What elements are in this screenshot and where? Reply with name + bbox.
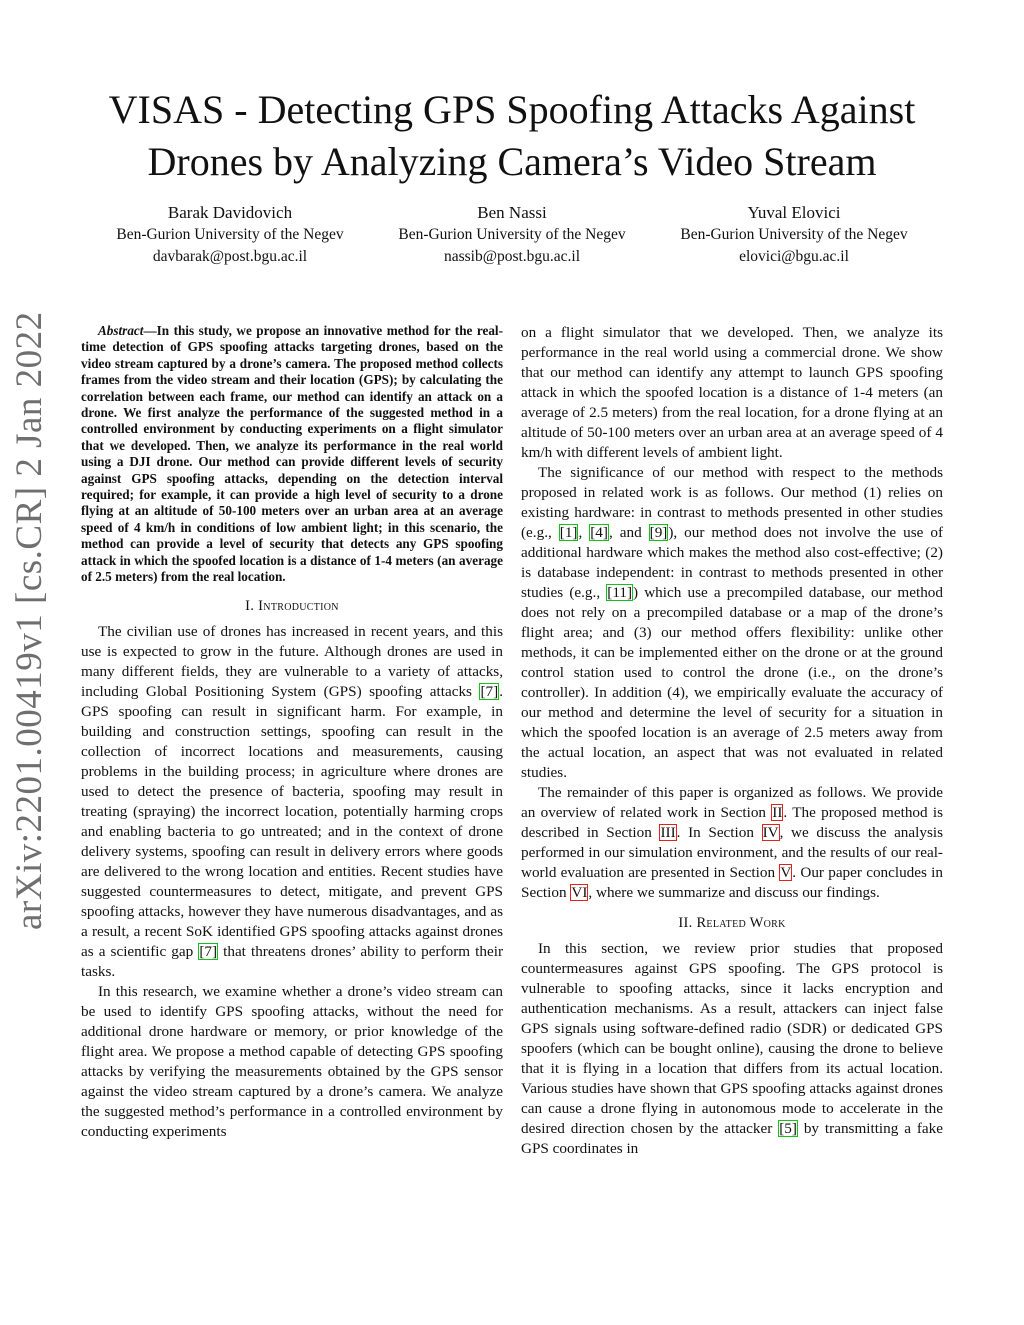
title-line-2: Drones by Analyzing Camera’s Video Stream [147,139,877,184]
citation-link[interactable]: [11] [607,584,633,601]
text-run: In this section, we review prior studies that proposed countermeasures against GPS spoofing. The GPS protocol is vulnerable to spoofing attacks, since it lacks encryption and authentication mechanisms. As a result, attackers can inject false GPS signals using software-defined radio (SDR) or dedicated GPS spoofers (which can be bought online), causing the drone to believe that it is flying in a location that differs from its actual location. Various studies have shown that GPS spoofing attacks against drones can cause a drone flying in autonomous mode to accelerate in the desired direction chosen by the attacker [521,940,943,1137]
intro-paragraph-2-continued: on a flight simulator that we developed. Then, we analyze its performance in the real world using a commercial drone. We show that our method can identify any attempt to launch GPS spoofing attack in which the spoofed location is a distance of 1-4 meters (an average of 2.5 meters) from the real location, for a drone flying at an altitude of 50-100 meters over an urban area at an average speed of 4 km/h with different levels of ambient light. [521,324,943,461]
text-run: . Our paper concludes in Section [521,864,943,901]
section-number: II. [678,915,693,931]
section-number: I. [245,597,255,614]
section-link[interactable]: V [780,864,792,881]
text-run: . The proposed method is described in Section [521,804,944,841]
intro-paragraph-3 [521,463,943,783]
author-email: davbarak@post.bgu.ac.il [152,248,308,265]
author-2 [377,202,647,268]
text-run: , [578,524,590,541]
citation-link[interactable]: [5] [779,1120,797,1137]
citation-link[interactable]: [1] [559,524,578,541]
author-name: Yuval Elovici [747,203,841,222]
author-name: Ben Nassi [477,203,547,222]
abstract-label: Abstract [98,323,144,338]
abstract [81,323,503,586]
section-link[interactable]: II [772,804,783,821]
section-link[interactable]: III [660,824,676,841]
section-heading-related-work [521,913,943,933]
text-run: The remainder of this paper is organized as follows. We provide an overview of related work in Section [521,784,943,821]
citation-link[interactable]: [9] [649,524,668,541]
section-link[interactable]: VI [571,884,588,901]
text-run: The civilian use of drones has increased in recent years, and this use is expected to grow in the future. Although drones are used in many different fields, they are vulnerable to a variety of attacks, including Global Positioning System (GPS) spoofing attacks [81,622,503,700]
citation-link[interactable]: [7] [480,682,499,700]
text-run: that threatens drones’ ability to perform their tasks. [81,942,504,980]
section-title: Related Work [696,915,786,931]
section-title: Introduction [258,597,339,614]
text-run: , we discuss the analysis performed in our simulation environment, and the results of our real-world evaluation are presented in Section [521,824,943,881]
citation-link[interactable]: [7] [199,942,218,960]
text-run: . In Section [676,824,762,841]
author-1 [95,202,365,268]
author-block [95,202,929,268]
author-3 [659,202,929,268]
author-email: elovici@bgu.ac.il [739,248,849,265]
related-paragraph-1 [521,939,943,1159]
author-email: nassib@post.bgu.ac.il [443,248,581,265]
intro-paragraph-4 [521,783,943,903]
intro-paragraph-2: In this research, we examine whether a drone’s video stream can be used to identify GPS spoofing attacks, without the need for additional drone hardware or memory, or prior knowledge of the flight area. We propose a method capable of detecting GPS spoofing attacks by verifying the measurements obtained by the GPS sensor against the video stream captured by a drone’s camera. We analyze the suggested method’s performance in a controlled environment by conducting experiments [81,982,503,1140]
author-affiliation: Ben-Gurion University of the Negev [398,226,626,243]
author-affiliation: Ben-Gurion University of the Negev [680,226,908,243]
arxiv-identifier[interactable]: arXiv:2201.00419v1 [cs.CR] 2 Jan 2022 [9,311,50,930]
text-run: by transmitting a fake GPS coordinates in [521,1120,944,1157]
section-link[interactable]: IV [762,824,779,841]
text-run: ), our method does not involve the use of additional hardware which makes the method also cost-effective; (2) is database independent: in contrast to methods presented in other studies (e.g., [521,524,944,601]
text-run: The significance of our method with respect to the methods proposed in related work is as follows. Our method (1) relies on existing hardware: in contrast to methods presented in other studies (e.g., [521,464,943,541]
text-run: , and [608,524,649,541]
text-run: ) which use a precompiled database, our method does not rely on a precompiled database or a map of the drone’s flight area; and (3) our method offers flexibility: unlike other methods, it can be implemented either on the drone or at the ground control station used to control the drone (i.e., on the drone’s controller). In addition (4), we empirically evaluate the accuracy of our method and determine the level of security for a situation in which the spoofed location is an average of 2.5 meters away from the actual location, an aspect that was not evaluated in related studies. [521,584,943,781]
right-column [521,323,943,1159]
section-heading-introduction [81,596,503,616]
abstract-text: —In this study, we propose an innovative method for the real-time detection of GPS spoofing attacks targeting drones, based on the video stream captured by a drone’s camera. The proposed method collects frames from the video stream and their location (GPS); by calculating the correlation between each frame, our method can identify an attack on a drone. We first analyze the performance of the suggested method in a controlled environment by conducting experiments on a flight simulator that we developed. Then, we analyze its performance in the real world using a DJI drone. Our method can provide different levels of security against GPS spoofing attacks, depending on the detection interval required; for example, it can provide a high level of security to a drone flying at an altitude of 50-100 meters over an urban area at an average speed of 4 km/h in conditions of low ambient light; in this scenario, the method can provide a level of security that detects any GPS spoofing attack in which the spoofed location is a distance of 1-4 meters (an average of 2.5 meters) from the real location. [81,323,503,585]
intro-paragraph-1 [81,622,503,982]
author-affiliation: Ben-Gurion University of the Negev [116,226,344,243]
text-run: , where we summarize and discuss our findings. [588,884,880,901]
citation-link[interactable]: [4] [590,524,608,541]
paper-title [60,84,964,188]
author-name: Barak Davidovich [167,203,293,222]
title-line-1: VISAS - Detecting GPS Spoofing Attacks Against [108,87,916,132]
left-column [81,323,503,1142]
text-run: . GPS spoofing can result in significant harm. For example, in building and construction settings, spoofing can result in the collection of incorrect locations and measurements, causing problems in the building process; in agriculture where drones are used to detect the presence of bacteria, spoofing may result in treating (spraying) the incorrect location, potentially harming crops and enabling bacteria to go untreated; and in the context of drone delivery systems, spoofing can result in delivery errors where goods are delivered to the wrong location and entities. Recent studies have suggested countermeasures to detect, mitigate, and prevent GPS spoofing attacks, however they have numerous disadvantages, and as a result, a recent SoK identified GPS spoofing attacks against drones as a scientific gap [81,682,503,960]
